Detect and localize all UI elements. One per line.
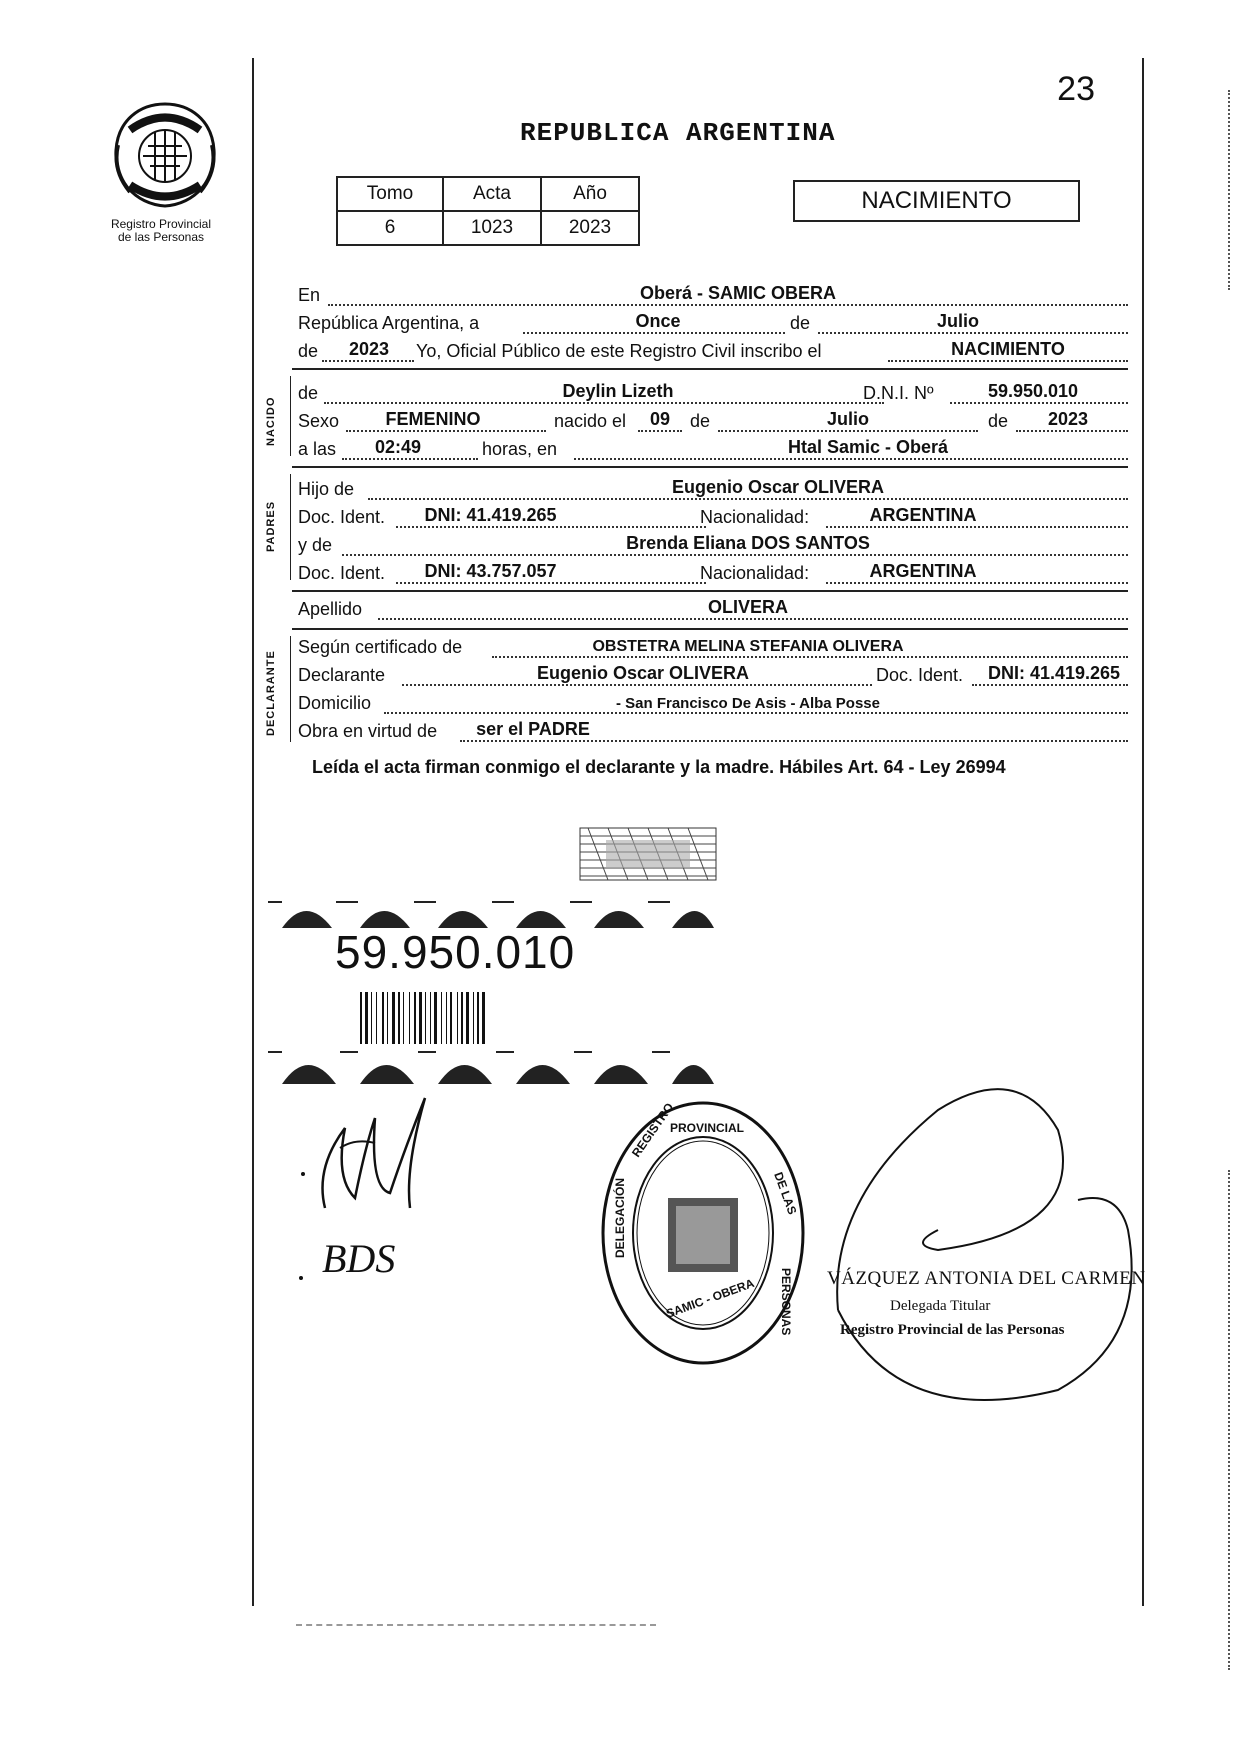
value-padre: Eugenio Oscar OLIVERA <box>671 477 885 497</box>
official-signature-icon <box>818 1070 1148 1430</box>
label-sexo: Sexo <box>298 411 340 431</box>
row-republica <box>298 310 1128 336</box>
barcode-bar <box>419 992 422 1044</box>
value-obra: ser el PADRE <box>476 719 590 739</box>
svg-text:PERSONAS: PERSONAS <box>779 1268 793 1336</box>
value-madre: Brenda Eliana DOS SANTOS <box>626 533 870 553</box>
logo-caption-line1: Registro Provincial <box>110 217 212 231</box>
value-dia: Once <box>635 311 681 331</box>
initials-text: BDS <box>322 1236 396 1281</box>
label-de-anio: de <box>988 411 1009 431</box>
svg-text:SAMIC - OBERA: SAMIC - OBERA <box>664 1275 757 1321</box>
declarante-bracket <box>290 636 291 742</box>
value-dia-nacimiento: 09 <box>649 409 671 429</box>
barcode-bar <box>430 992 431 1044</box>
tomo-acta-anio-table <box>336 176 640 246</box>
leida-statement: Leída el acta firman conmigo el declarante y la madre. Hábiles Art. 64 - Ley 26994 <box>312 757 1006 777</box>
barcode-bar <box>382 992 384 1044</box>
label-nac-padre: Nacionalidad: <box>700 507 810 527</box>
label-hijo-de: Hijo de <box>298 479 355 499</box>
label-horas-en: horas, en <box>482 439 558 459</box>
label-doc-declarante: Doc. Ident. <box>876 665 964 685</box>
value-anio-nacimiento: 2023 <box>1047 409 1089 429</box>
value-inscribo: NACIMIENTO <box>951 339 1065 359</box>
label-de2: de <box>298 341 319 361</box>
value-doc-declarante: DNI: 41.419.265 <box>987 663 1121 683</box>
side-label-nacido: NACIDO <box>265 396 277 446</box>
security-band-top-icon <box>268 890 718 930</box>
value-nombre: Deylin Lizeth <box>562 381 674 401</box>
row-obra <box>298 718 1128 744</box>
barcode-bar <box>457 992 458 1044</box>
official-org: Registro Provincial de las Personas <box>840 1322 1065 1338</box>
barcode-bar <box>477 992 479 1044</box>
row-nombre <box>298 380 1128 406</box>
barcode-bar <box>473 992 474 1044</box>
label-de-mes: de <box>690 411 711 431</box>
registration-number: 59.950.010 <box>335 926 576 978</box>
table-header-acta: Acta <box>443 177 541 211</box>
logo-caption <box>96 218 226 244</box>
value-mes: Julio <box>936 311 979 331</box>
official-round-stamp-icon <box>598 1098 808 1368</box>
label-domicilio: Domicilio <box>298 693 372 713</box>
label-en: En <box>298 285 321 305</box>
value-domicilio: - San Francisco De Asis - Alba Posse <box>616 695 880 712</box>
row-apellido <box>298 596 1128 622</box>
edge-scan-mark-bottom <box>1228 1170 1232 1670</box>
svg-text:DE LAS: DE LAS <box>771 1170 800 1217</box>
row-padre <box>298 476 1128 502</box>
label-obra: Obra en virtud de <box>298 721 438 741</box>
barcode-bar <box>371 992 372 1044</box>
provincial-seal-icon <box>110 100 220 210</box>
value-sexo: FEMENINO <box>385 409 481 429</box>
value-madre-nac: ARGENTINA <box>869 561 977 581</box>
record-type-box: NACIMIENTO <box>793 180 1080 222</box>
value-hora: 02:49 <box>374 437 422 457</box>
value-certificado: OBSTETRA MELINA STEFANIA OLIVERA <box>592 638 904 655</box>
value-padre-nac: ARGENTINA <box>869 505 977 525</box>
table-value-acta: 1023 <box>443 211 541 245</box>
side-label-declarante: DECLARANTE <box>265 650 277 736</box>
label-de-nombre: de <box>298 383 319 403</box>
label-doc-madre: Doc. Ident. <box>298 563 386 583</box>
value-en: Oberá - SAMIC OBERA <box>639 283 837 303</box>
document-title: REPUBLICA ARGENTINA <box>520 118 836 148</box>
security-hologram-icon <box>578 826 718 882</box>
barcode-bar <box>466 992 469 1044</box>
barcode-icon <box>358 990 578 1046</box>
barcode-bar <box>425 992 426 1044</box>
barcode-bar <box>450 992 452 1044</box>
edge-scan-mark-top <box>1228 90 1232 290</box>
label-republica: República Argentina, a <box>298 313 480 333</box>
row-certificado <box>298 634 1128 660</box>
left-margin-line <box>252 58 254 1606</box>
separator-4 <box>292 628 1128 630</box>
barcode-bar <box>403 992 404 1044</box>
value-anio: 2023 <box>348 339 390 359</box>
security-band-bottom-icon <box>268 1044 718 1086</box>
table-value-tomo: 6 <box>337 211 443 245</box>
value-lugar: Htal Samic - Oberá <box>787 437 949 457</box>
label-certificado: Según certificado de <box>298 637 463 657</box>
bottom-scan-artifact <box>296 1622 656 1626</box>
row-domicilio <box>298 690 1128 716</box>
mother-initials-signature-icon <box>318 1228 418 1288</box>
table-header-tomo: Tomo <box>337 177 443 211</box>
barcode-bar <box>461 992 463 1044</box>
label-nac-madre: Nacionalidad: <box>700 563 810 583</box>
row-padre-doc <box>298 504 1128 530</box>
label-a-las: a las <box>298 439 337 459</box>
barcode-bar <box>360 992 362 1044</box>
value-padre-doc: DNI: 41.419.265 <box>424 505 557 525</box>
barcode-bar <box>387 992 388 1044</box>
label-de: de <box>790 313 811 333</box>
value-apellido: OLIVERA <box>707 597 788 617</box>
barcode-bar <box>441 992 442 1044</box>
label-apellido: Apellido <box>298 599 363 619</box>
row-declarante <box>298 662 1128 688</box>
label-yo: Yo, Oficial Público de este Registro Civil inscribo el <box>416 341 822 361</box>
table-header-anio: Año <box>541 177 639 211</box>
row-sexo <box>298 408 1128 434</box>
official-name: VÁZQUEZ ANTONIA DEL CARMEN <box>827 1268 1146 1289</box>
separator-2 <box>292 466 1128 468</box>
svg-text:PROVINCIAL: PROVINCIAL <box>670 1121 745 1135</box>
svg-text:DELEGACIÓN: DELEGACIÓN <box>613 1177 627 1258</box>
barcode-bar <box>398 992 400 1044</box>
row-anio <box>298 338 1128 364</box>
label-declarante: Declarante <box>298 665 386 685</box>
barcode-bar <box>446 992 447 1044</box>
value-dni: 59.950.010 <box>987 381 1079 401</box>
value-mes-nacimiento: Julio <box>826 409 869 429</box>
table-value-anio: 2023 <box>541 211 639 245</box>
side-label-padres: PADRES <box>265 500 277 552</box>
padres-bracket <box>290 474 291 580</box>
nacido-bracket <box>290 376 291 456</box>
value-madre-doc: DNI: 43.757.057 <box>424 561 557 581</box>
separator-3 <box>292 590 1128 592</box>
barcode-bar <box>409 992 410 1044</box>
barcode-bar <box>482 992 485 1044</box>
row-madre <box>298 532 1128 558</box>
logo-caption-line2: de las Personas <box>117 230 205 244</box>
label-nacido-el: nacido el <box>554 411 627 431</box>
barcode-bar <box>376 992 377 1044</box>
barcode-bar <box>392 992 395 1044</box>
barcode-bar <box>434 992 437 1044</box>
barcode-bar <box>414 992 416 1044</box>
barcode-bar <box>365 992 368 1044</box>
svg-text:REGISTRO: REGISTRO <box>628 1100 677 1160</box>
row-en <box>298 282 1128 308</box>
value-declarante: Eugenio Oscar OLIVERA <box>536 663 750 683</box>
page-number: 23 <box>1057 70 1095 108</box>
label-y-de: y de <box>298 535 333 555</box>
label-dni: D.N.I. Nº <box>863 383 934 403</box>
official-title: Delegada Titular <box>890 1298 991 1314</box>
label-doc-padre: Doc. Ident. <box>298 507 386 527</box>
row-madre-doc <box>298 560 1128 586</box>
row-hora <box>298 436 1128 462</box>
separator-1 <box>292 368 1128 370</box>
